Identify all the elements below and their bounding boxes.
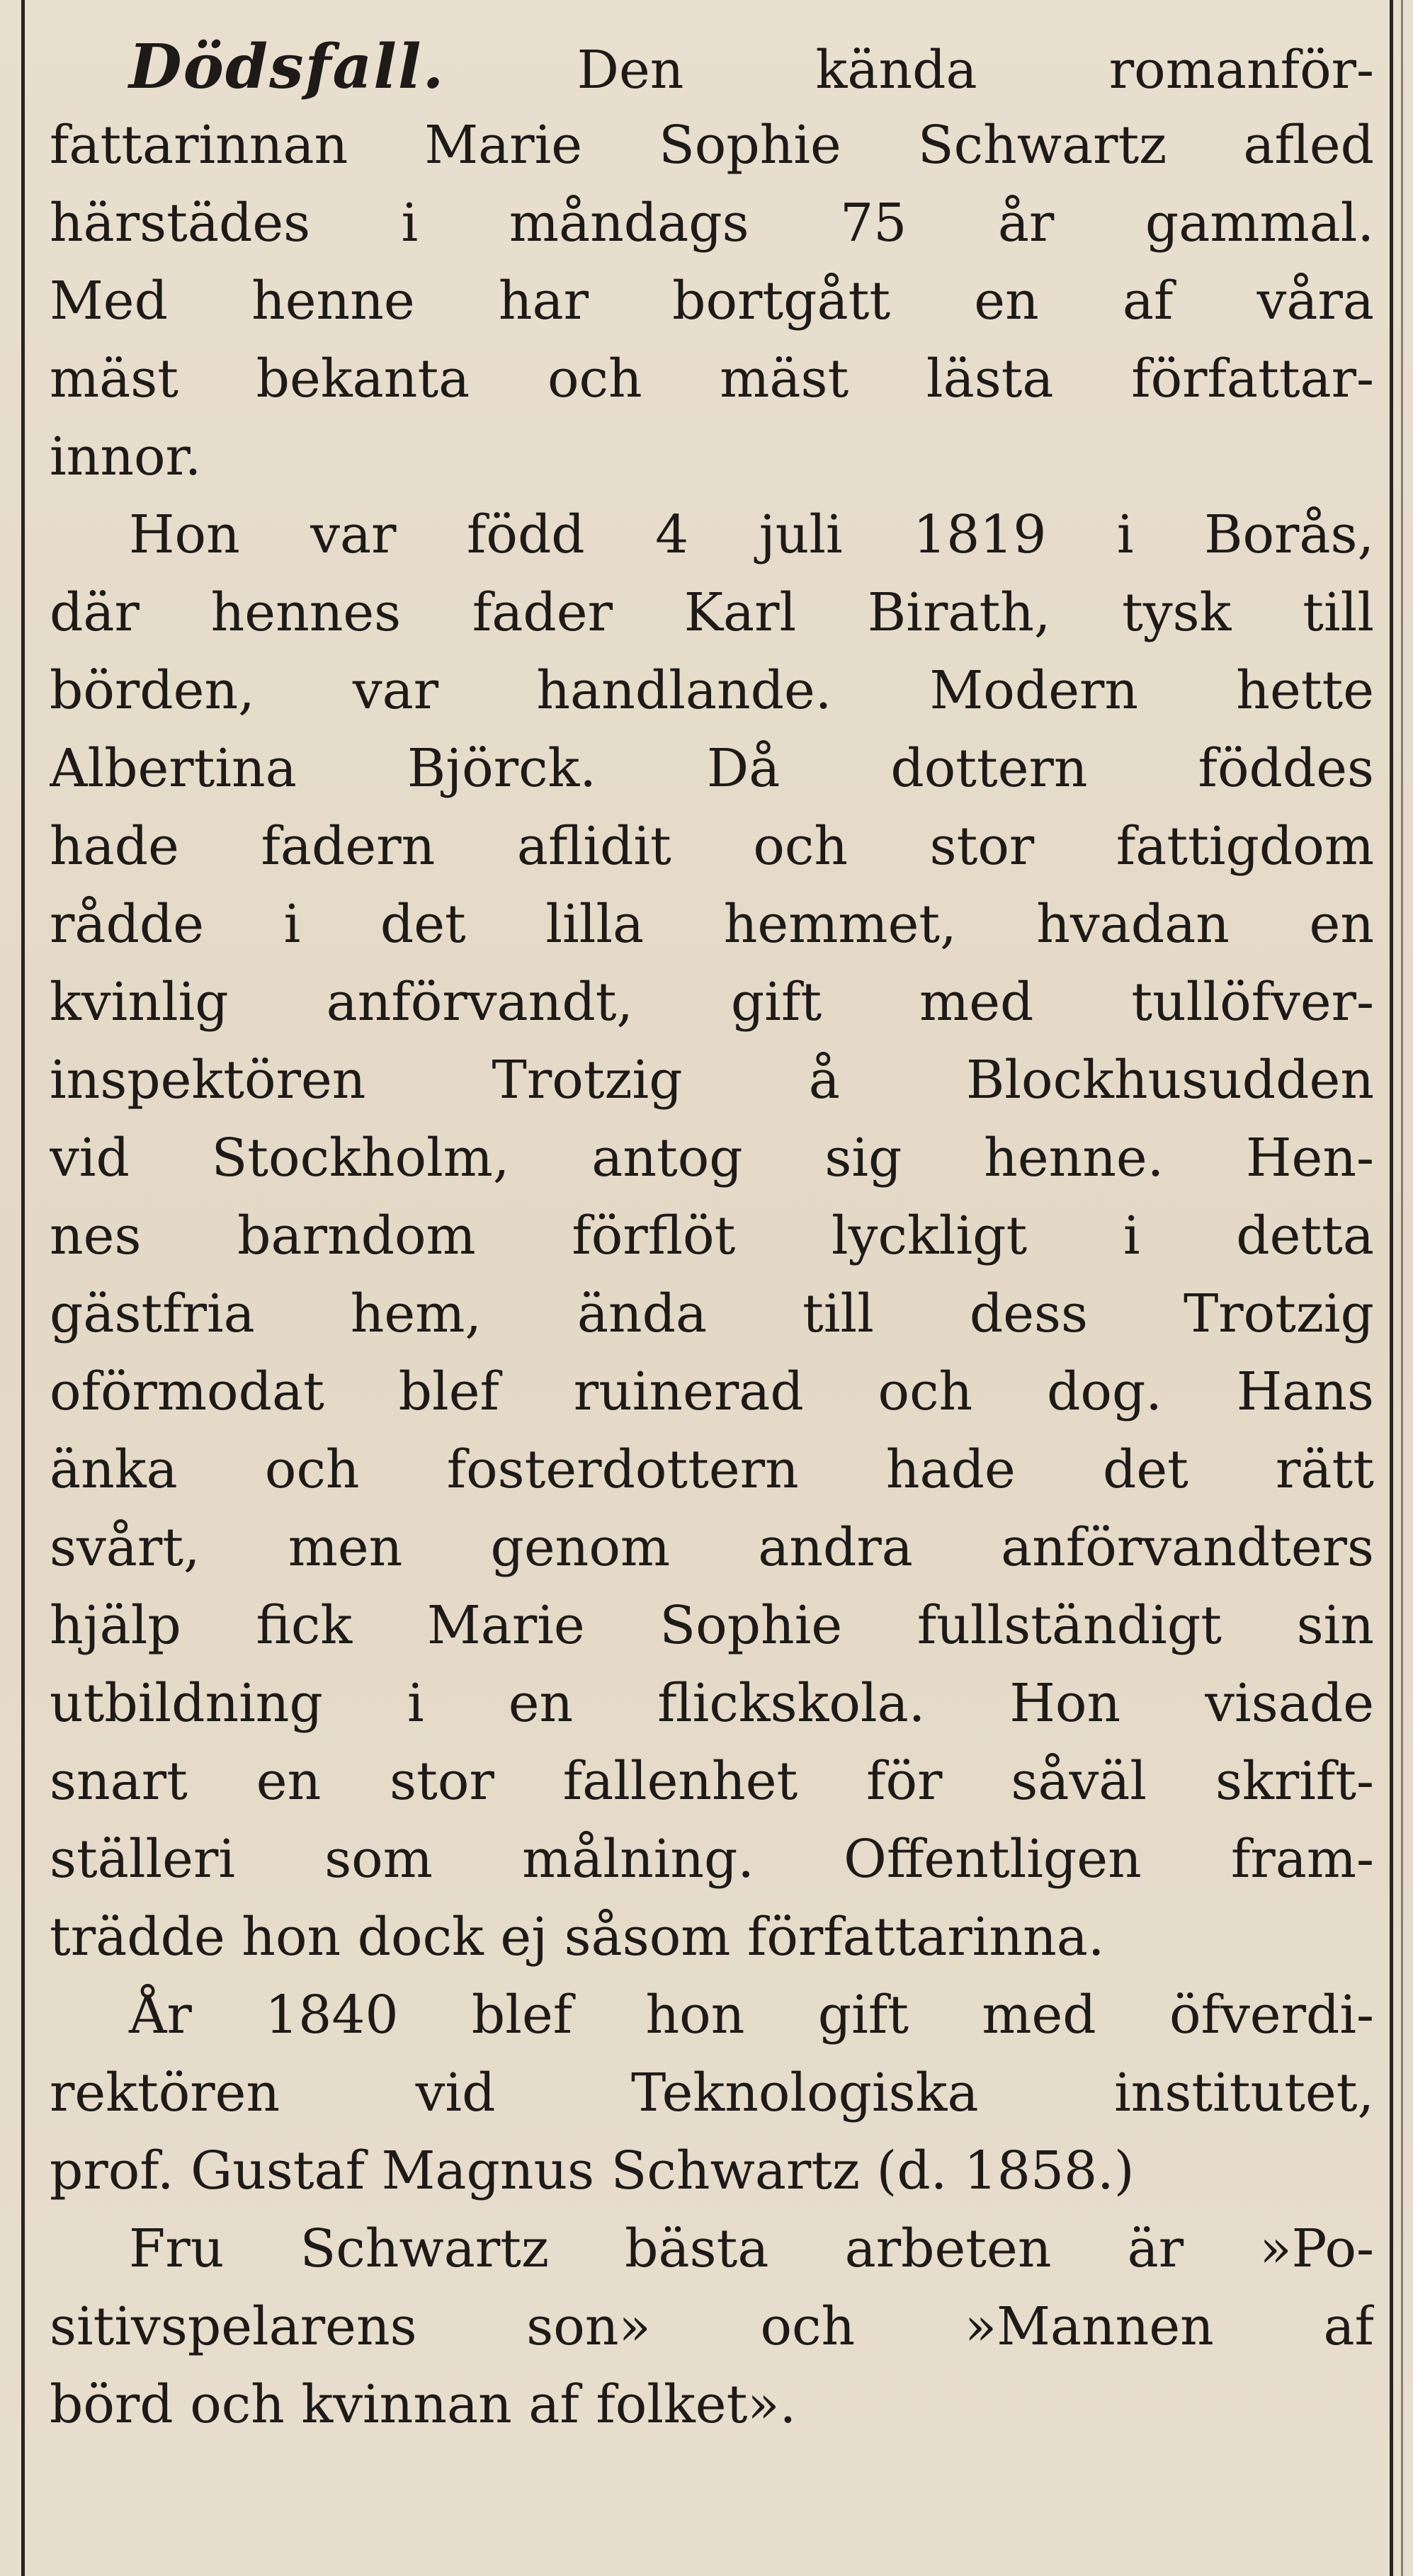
page-edge-shadow xyxy=(1401,0,1403,2576)
column-rule-right xyxy=(1390,0,1393,2576)
article-line: Med henne har bortgått en af våra xyxy=(50,271,1374,331)
obituary-article xyxy=(50,28,1374,2444)
article-line: Hon var född 4 juli 1819 i Borås, xyxy=(129,504,1374,565)
article-line: hade fadern aflidit och stor fattigdom xyxy=(50,816,1374,877)
article-line: prof. Gustaf Magnus Schwartz (d. 1858.) xyxy=(50,2140,1135,2201)
article-line: Fru Schwartz bästa arbeten är »Po- xyxy=(129,2218,1374,2279)
article-line: nes barndom förflöt lyckligt i detta xyxy=(50,1205,1374,1266)
article-line: oförmodat blef ruinerad och dog. Hans xyxy=(50,1361,1374,1422)
article-line: svårt, men genom andra anförvandters xyxy=(50,1517,1374,1578)
article-line: Dödsfall. Den kända romanför- xyxy=(129,31,1374,103)
article-line: Albertina Björck. Då dottern föddes xyxy=(50,738,1374,799)
article-line: fattarinnan Marie Sophie Schwartz afled xyxy=(50,115,1374,176)
article-line: trädde hon dock ej såsom författarinna. xyxy=(50,1907,1105,1968)
headline: Dödsfall. xyxy=(129,31,446,103)
article-line: utbildning i en flickskola. Hon visade xyxy=(50,1673,1374,1734)
article-line: börd och kvinnan af folket». xyxy=(50,2374,797,2435)
article-line: inspektören Trotzig å Blockhusudden xyxy=(50,1050,1374,1111)
article-line: änka och fosterdottern hade det rätt xyxy=(50,1439,1374,1500)
article-line: härstädes i måndags 75 år gammal. xyxy=(50,193,1374,254)
article-line: År 1840 blef hon gift med öfverdi- xyxy=(129,1985,1374,2046)
article-line: rådde i det lilla hemmet, hvadan en xyxy=(50,894,1374,955)
article-line: snart en stor fallenhet för såväl skrift- xyxy=(50,1751,1374,1812)
article-line: ställeri som målning. Offentligen fram- xyxy=(50,1829,1374,1890)
article-line: sitivspelarens son» och »Mannen af xyxy=(50,2296,1374,2357)
article-line: vid Stockholm, antog sig henne. Hen- xyxy=(50,1128,1374,1188)
article-line: där hennes fader Karl Birath, tysk till xyxy=(50,582,1374,643)
article-line: mäst bekanta och mäst lästa författar- xyxy=(50,348,1374,409)
article-line: gästfria hem, ända till dess Trotzig xyxy=(50,1283,1374,1344)
article-line: innor. xyxy=(50,426,202,487)
article-line: börden, var handlande. Modern hette xyxy=(50,660,1374,721)
article-line: kvinlig anförvandt, gift med tullöfver- xyxy=(50,972,1374,1033)
column-rule-left xyxy=(21,0,25,2576)
article-line: rektören vid Teknologiska institutet, xyxy=(50,2062,1374,2123)
article-line: hjälp fick Marie Sophie fullständigt sin xyxy=(50,1595,1374,1656)
